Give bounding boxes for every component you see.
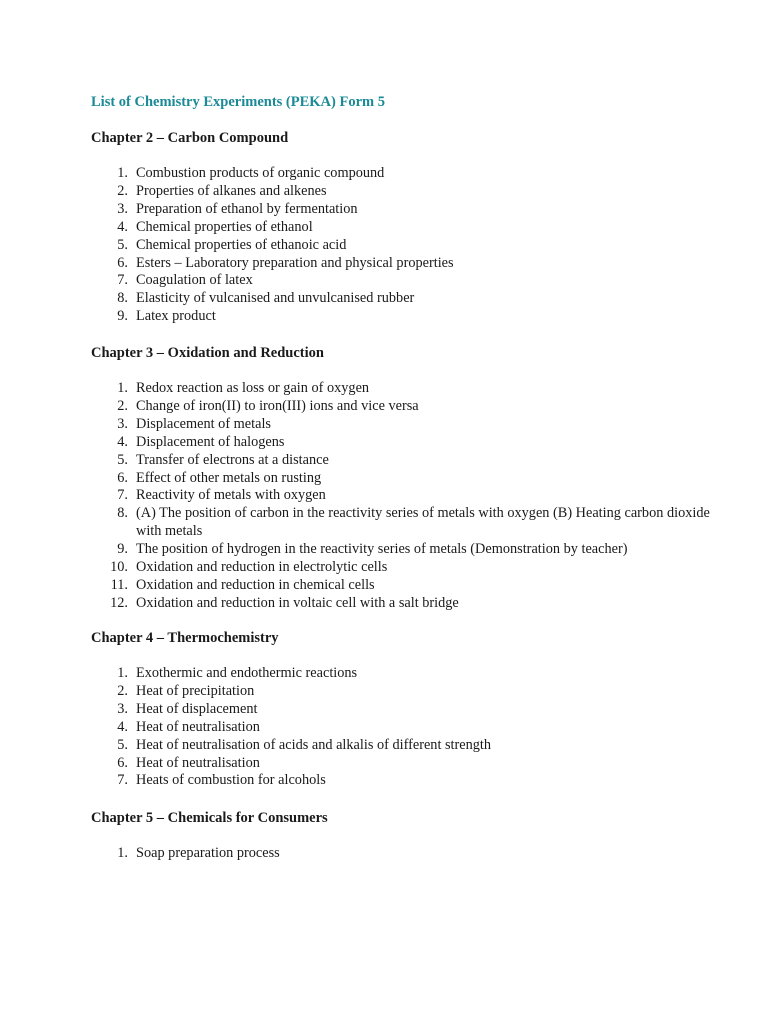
chapter-section	[91, 629, 711, 790]
list-item-number: 3.	[117, 700, 128, 717]
list-item	[91, 487, 711, 505]
list-item	[91, 272, 711, 290]
list-item	[91, 845, 711, 863]
list-item-number: 11.	[110, 576, 128, 593]
list-item	[91, 380, 711, 398]
list-item-number: 1.	[117, 165, 128, 181]
list-item	[91, 701, 711, 719]
list-item	[91, 308, 711, 326]
list-item	[91, 255, 711, 273]
list-item-number: 2.	[117, 397, 128, 414]
chapter-heading: Chapter 2 – Carbon Compound	[91, 130, 289, 146]
document-title: List of Chemistry Experiments (PEKA) Form 5	[91, 94, 385, 110]
list-item	[91, 559, 711, 577]
list-item-number: 1.	[117, 380, 128, 396]
list-item	[91, 237, 711, 255]
list-item	[91, 470, 711, 488]
list-item-number: 9.	[117, 308, 128, 325]
list-item	[91, 201, 711, 219]
experiment-list	[91, 380, 711, 613]
list-item-number: 1.	[117, 665, 128, 681]
list-item-text: (A) The position of carbon in the reactivity series of metals with oxygen (B) Heating carbon dioxide with metals	[136, 505, 710, 540]
list-item-number: 1.	[117, 845, 128, 861]
list-item-text: Heats of combustion for alcohols	[136, 772, 326, 789]
list-item-number: 10.	[110, 559, 128, 576]
list-item	[91, 452, 711, 470]
list-item	[91, 165, 711, 183]
experiment-list	[91, 845, 711, 863]
list-item	[91, 183, 711, 201]
chapter-section	[91, 129, 711, 326]
list-item-text: Change of iron(II) to iron(III) ions and vice versa	[136, 397, 419, 414]
list-item-number: 6.	[117, 754, 128, 771]
list-item-text: Heat of displacement	[136, 700, 258, 717]
list-item-text: Oxidation and reduction in chemical cells	[136, 576, 375, 593]
list-item-number: 12.	[110, 594, 128, 611]
list-item	[91, 595, 711, 613]
list-item-text: Elasticity of vulcanised and unvulcanised rubber	[136, 290, 415, 307]
list-item-number: 9.	[117, 541, 128, 558]
list-item	[91, 434, 711, 452]
list-item-number: 8.	[117, 505, 128, 522]
list-item	[91, 577, 711, 595]
list-item-text: Soap preparation process	[136, 845, 280, 861]
list-item-text: Reactivity of metals with oxygen	[136, 487, 326, 504]
list-item-number: 4.	[117, 218, 128, 235]
list-item-text: Heat of neutralisation	[136, 718, 260, 735]
list-item	[91, 719, 711, 737]
list-item-number: 5.	[117, 736, 128, 753]
list-item-number: 3.	[117, 415, 128, 432]
list-item	[91, 665, 711, 683]
list-item-number: 2.	[117, 182, 128, 199]
list-item-number: 7.	[117, 772, 128, 789]
chapter-section	[91, 344, 711, 613]
experiment-list	[91, 665, 711, 790]
list-item-text: Exothermic and endothermic reactions	[136, 665, 358, 681]
list-item-text: Preparation of ethanol by fermentation	[136, 200, 358, 217]
list-item-text: Displacement of metals	[136, 415, 271, 432]
list-item-text: Displacement of halogens	[136, 433, 285, 450]
list-item	[91, 772, 711, 790]
chapter-section	[91, 809, 711, 863]
list-item-text: Oxidation and reduction in voltaic cell with a salt bridge	[136, 594, 459, 611]
list-item-number: 5.	[117, 236, 128, 253]
list-item	[91, 755, 711, 773]
list-item-number: 6.	[117, 469, 128, 486]
list-item	[91, 416, 711, 434]
list-item-text: Heat of neutralisation of acids and alkalis of different strength	[136, 736, 492, 753]
list-item-text: Esters – Laboratory preparation and physical properties	[136, 254, 454, 271]
list-item-number: 5.	[117, 451, 128, 468]
chapter-heading: Chapter 4 – Thermochemistry	[91, 630, 279, 646]
chapter-heading: Chapter 3 – Oxidation and Reduction	[91, 345, 324, 361]
list-item-text: Properties of alkanes and alkenes	[136, 182, 327, 199]
list-item-text: Oxidation and reduction in electrolytic cells	[136, 559, 388, 576]
experiment-list	[91, 165, 711, 326]
list-item	[91, 737, 711, 755]
list-item-text: Heat of neutralisation	[136, 754, 260, 771]
list-item-text: Effect of other metals on rusting	[136, 469, 322, 486]
list-item-text: Combustion products of organic compound	[136, 165, 385, 181]
list-item-number: 8.	[117, 290, 128, 307]
list-item	[91, 290, 711, 308]
list-item-text: Coagulation of latex	[136, 272, 253, 289]
list-item-number: 4.	[117, 718, 128, 735]
list-item-text: Transfer of electrons at a distance	[136, 451, 329, 468]
list-item	[91, 683, 711, 701]
list-item-text: Chemical properties of ethanoic acid	[136, 236, 347, 253]
list-item-number: 2.	[117, 682, 128, 699]
list-item	[91, 541, 711, 559]
list-item-text: The position of hydrogen in the reactivity series of metals (Demonstration by teacher)	[136, 541, 628, 558]
list-item-text: Redox reaction as loss or gain of oxygen	[136, 380, 370, 396]
list-item-number: 7.	[117, 487, 128, 504]
list-item-text: Latex product	[136, 308, 216, 325]
list-item-number: 3.	[117, 200, 128, 217]
chapter-heading: Chapter 5 – Chemicals for Consumers	[91, 810, 328, 826]
list-item-text: Heat of precipitation	[136, 682, 255, 699]
list-item-number: 7.	[117, 272, 128, 289]
list-item-number: 4.	[117, 433, 128, 450]
list-item-number: 6.	[117, 254, 128, 271]
list-item	[91, 219, 711, 237]
list-item-text: Chemical properties of ethanol	[136, 218, 313, 235]
list-item	[91, 398, 711, 416]
list-item	[91, 505, 711, 541]
